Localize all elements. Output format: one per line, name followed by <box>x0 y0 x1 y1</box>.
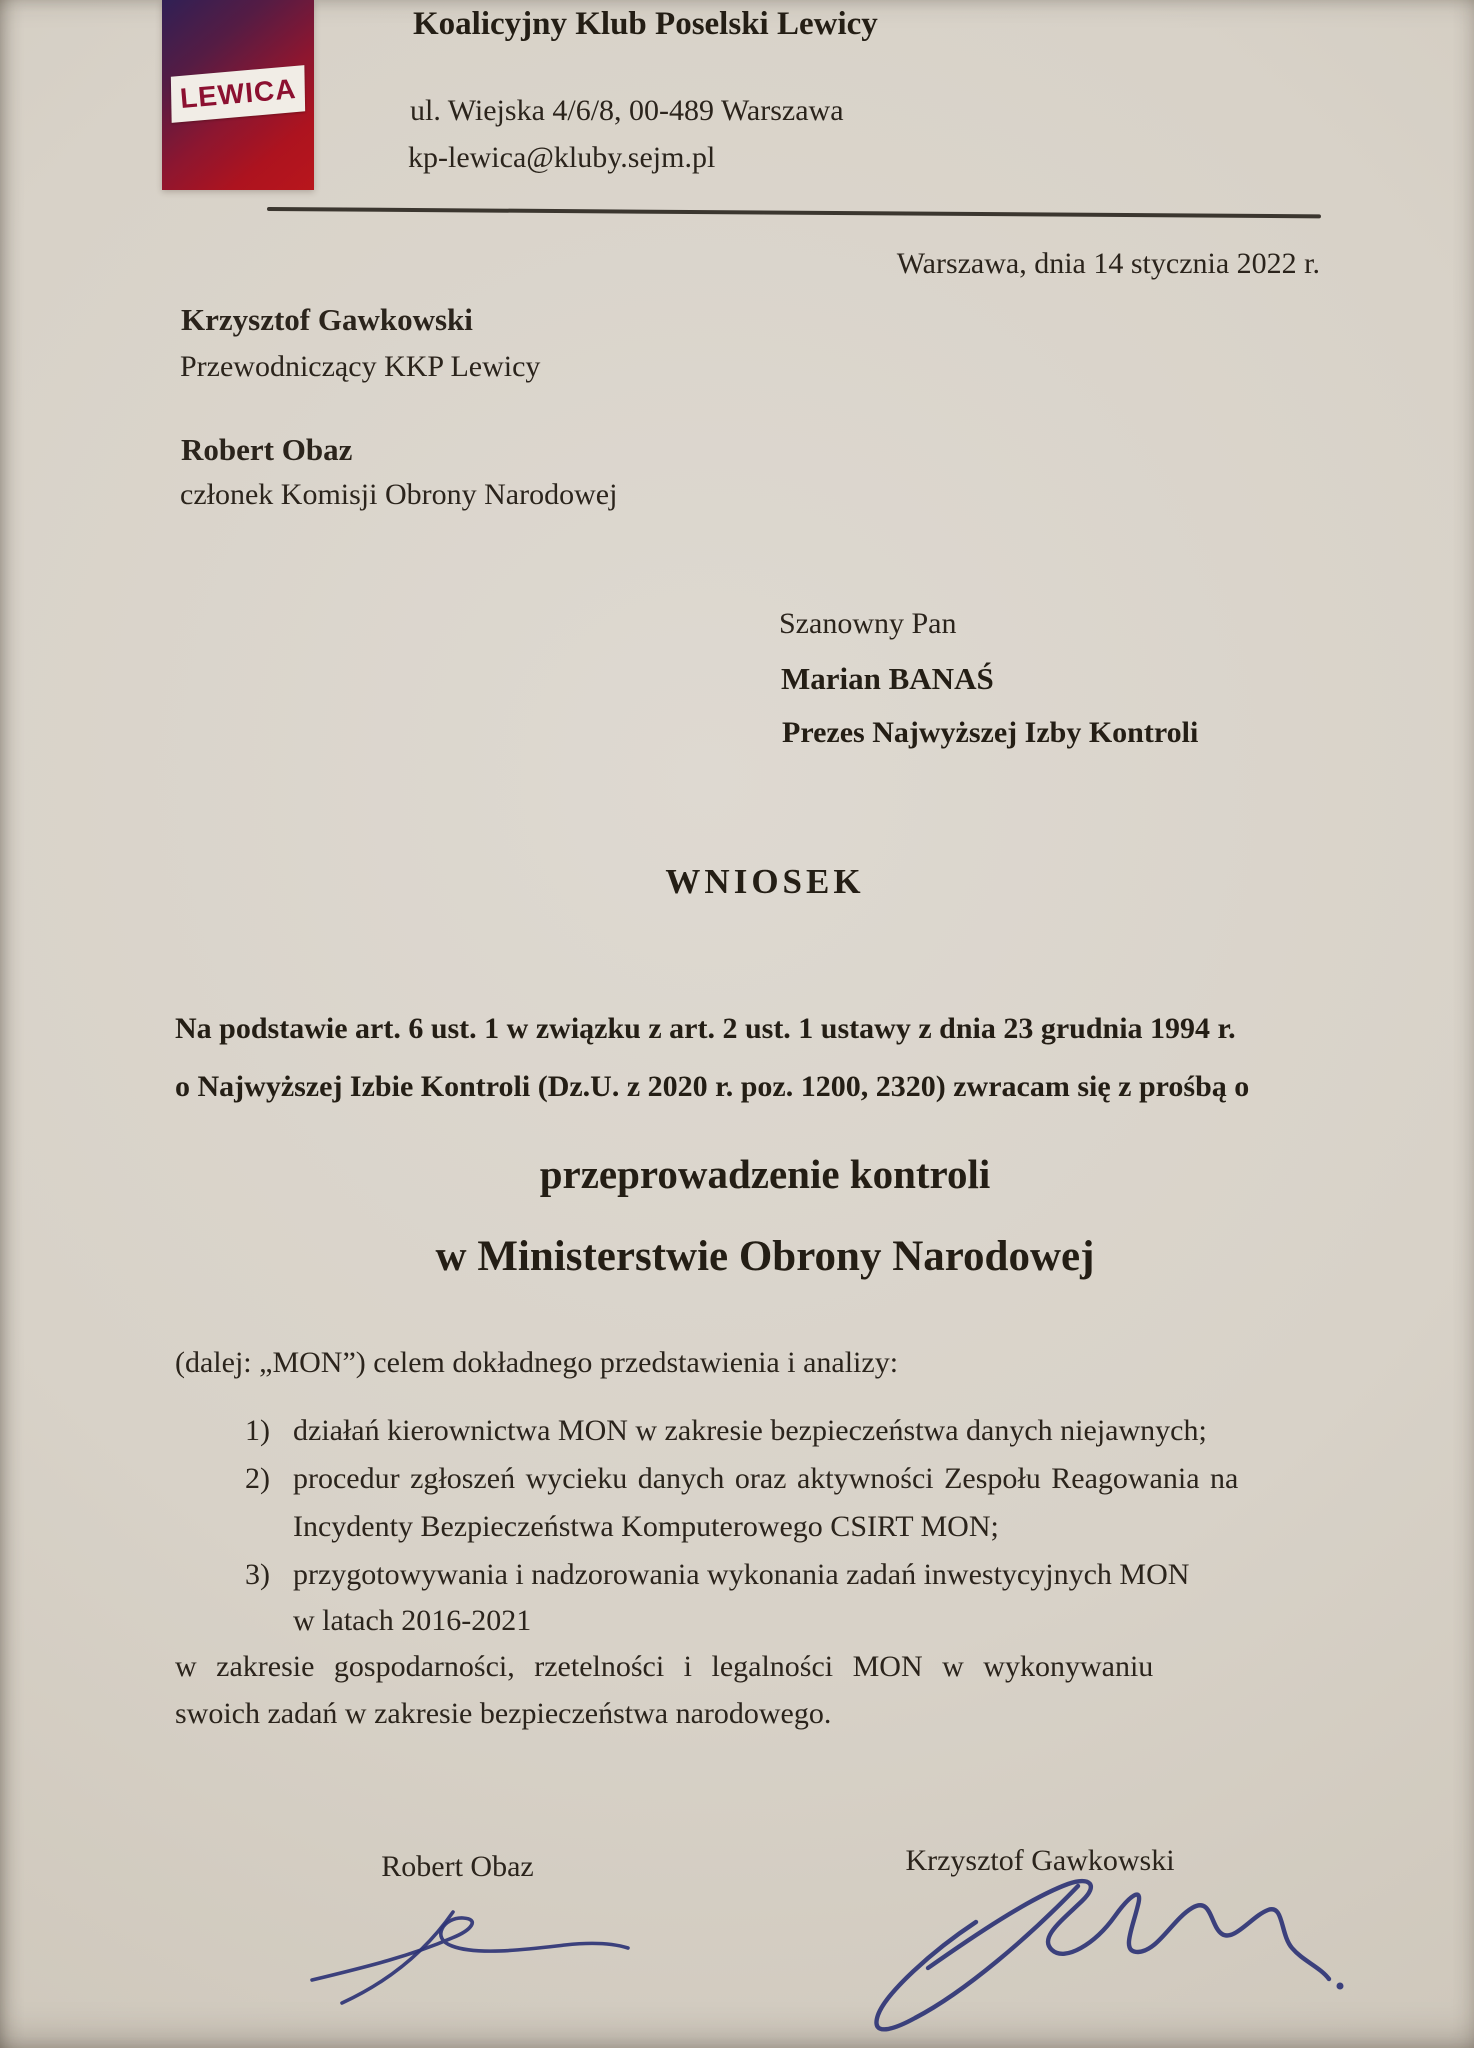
document-title: WNIOSEK <box>665 862 865 901</box>
list-item-number: 1) <box>245 1414 270 1447</box>
addressee-name: Marian BANAŚ <box>781 661 994 696</box>
sender-2-name: Robert Obaz <box>181 432 353 467</box>
scope-intro: (dalej: „MON”) celem dokładnego przedstawienia i analizy: <box>175 1346 899 1379</box>
lewica-logo <box>162 0 314 190</box>
request-line-2: w Ministerstwie Obrony Narodowej <box>435 1233 1095 1280</box>
closing-line-2: swoich zadań w zakresie bezpieczeństwa narodowego. <box>175 1697 832 1730</box>
signature-label-krzysztof-gawkowski: Krzysztof Gawkowski <box>905 1844 1175 1877</box>
list-item-text: przygotowywania i nadzorowania wykonania zadań inwestycyjnych MON <box>293 1558 1190 1591</box>
list-item-number: 3) <box>245 1558 270 1591</box>
org-name: Koalicyjny Klub Poselski Lewicy <box>413 6 878 42</box>
signature-robert-obaz <box>312 1912 628 2003</box>
date-line: Warszawa, dnia 14 stycznia 2022 r. <box>896 247 1320 280</box>
sender-2-title: członek Komisji Obrony Narodowej <box>180 478 618 511</box>
list-item-number: 2) <box>245 1462 270 1495</box>
signature-label-robert-obaz: Robert Obaz <box>381 1850 534 1883</box>
list-item-text-continued: Incydenty Bezpieczeństwa Komputerowego CSIRT MON; <box>293 1510 999 1543</box>
addressee-salutation: Szanowny Pan <box>779 607 957 640</box>
org-email: kp-lewica@kluby.sejm.pl <box>408 141 716 174</box>
sender-1-name: Krzysztof Gawkowski <box>181 302 473 337</box>
signature-ink-dot <box>1337 1983 1344 1990</box>
closing-line-1: w zakresie gospodarności, rzetelności i legalności MON w wykonywaniu <box>175 1650 1154 1683</box>
list-item-text-continued: w latach 2016-2021 <box>293 1604 532 1637</box>
letterhead-divider <box>267 207 1321 218</box>
org-address: ul. Wiejska 4/6/8, 00-489 Warszawa <box>410 94 844 127</box>
legal-basis-line-2: o Najwyższej Izbie Kontroli (Dz.U. z 2020 r. poz. 1200, 2320) zwracam się z prośbą o <box>175 1070 1250 1103</box>
request-line-1: przeprowadzenie kontroli <box>539 1151 991 1197</box>
addressee-title: Prezes Najwyższej Izby Kontroli <box>782 716 1199 749</box>
signature-krzysztof-gawkowski <box>876 1881 1343 2029</box>
list-item-text: procedur zgłoszeń wycieku danych oraz aktywności Zespołu Reagowania na <box>293 1462 1239 1495</box>
lewica-logo-banner <box>171 65 305 123</box>
sender-1-title: Przewodniczący KKP Lewicy <box>180 350 541 383</box>
legal-basis-line-1: Na podstawie art. 6 ust. 1 w związku z art. 2 ust. 1 ustawy z dnia 23 grudnia 1994 r. <box>175 1012 1236 1045</box>
lewica-logo-text: LEWICA <box>178 72 298 115</box>
list-item-text: działań kierownictwa MON w zakresie bezpieczeństwa danych niejawnych; <box>293 1414 1207 1447</box>
